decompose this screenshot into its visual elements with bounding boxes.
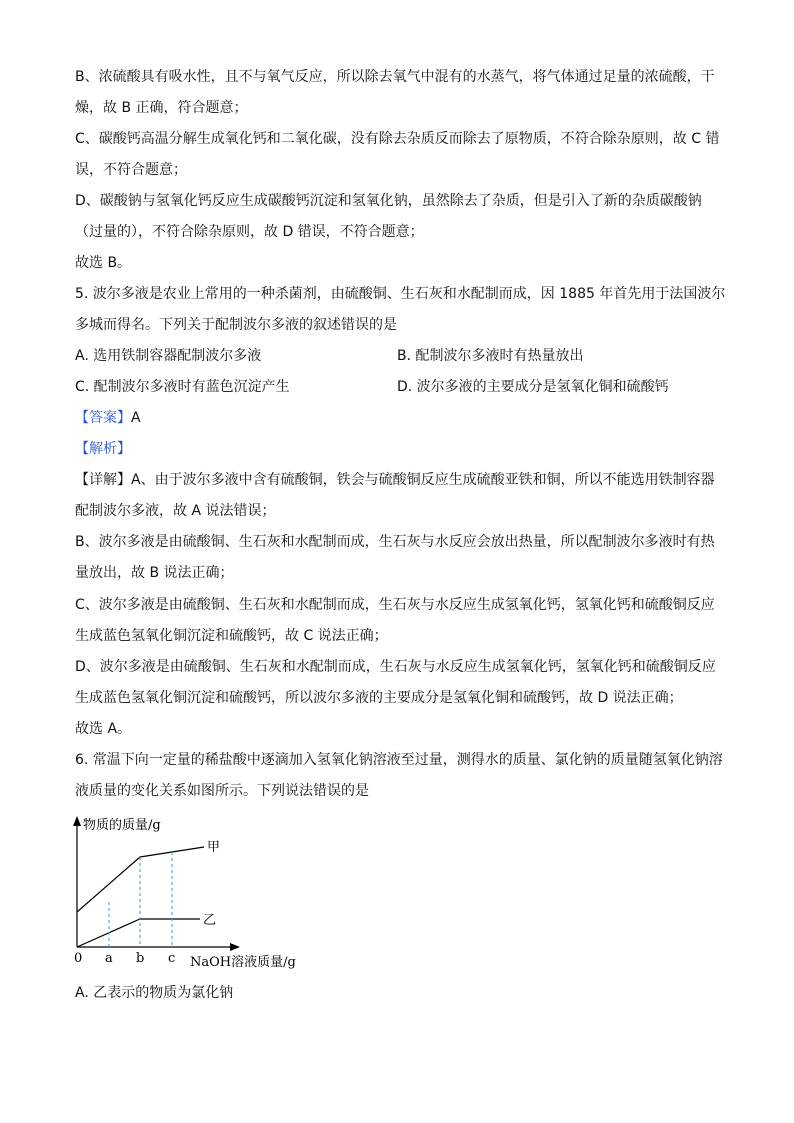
- q5-stem-line2: 多城而得名。下列关于配制波尔多液的叙述错误的是: [75, 317, 397, 333]
- answer-value: A: [131, 410, 141, 426]
- q5-detail-b-line2: 量放出，故 B 说法正确；: [75, 565, 234, 581]
- q5-detail-a-line1: [75, 471, 715, 489]
- detail-a-text: A、由于波尔多液中含有硫酸铜，铁会与硫酸铜反应生成硫酸亚铁和铜，所以不能选用铁制容器: [131, 472, 715, 488]
- q4-option-c-analysis-line1: C、碳酸钙高温分解生成氧化钙和二氧化碳，没有除去杂质反而除去了原物质，不符合除杂原则，故 C 错: [75, 131, 720, 147]
- q5-stem-line1: 5. 波尔多液是农业上常用的一种杀菌剂，由硫酸铜、生石灰和水配制而成，因 1885 年首先用于法国波尔: [75, 286, 726, 302]
- y-axis-arrow: [73, 816, 81, 826]
- curve-jia: [77, 847, 204, 912]
- analysis-tag: 【解析】: [75, 441, 131, 457]
- x-mark-b: b: [136, 951, 145, 966]
- detail-tag: 【详解】: [75, 472, 131, 488]
- curve-yi: [77, 919, 200, 947]
- curve-jia-label: 甲: [207, 840, 221, 855]
- x-axis-arrow: [230, 943, 240, 951]
- q6-stem-line1: 6. 常温下向一定量的稀盐酸中逐滴加入氢氧化钠溶液至过量，测得水的质量、氯化钠的质量随氢氧化钠溶: [75, 752, 723, 768]
- q4-option-c-analysis-line2: 误，不符合题意；: [75, 162, 187, 178]
- q5-detail-d-line1: D、波尔多液是由硫酸铜、生石灰和水配制而成，生石灰与水反应生成氢氧化钙，氢氧化钙和硫酸铜反应: [75, 659, 716, 675]
- q6-option-a: A. 乙表示的物质为氯化钠: [75, 985, 234, 1001]
- q5-answer-line: [75, 409, 141, 427]
- q4-option-b-analysis-line1: B、浓硫酸具有吸水性，且不与氧气反应，所以除去氧气中混有的水蒸气，将气体通过足量的浓硫酸，干: [75, 69, 715, 85]
- x-axis-label: NaOH溶液质量/g: [190, 955, 296, 970]
- q5-detail-b-line1: B、波尔多液是由硫酸铜、生石灰和水配制而成，生石灰与水反应会放出热量，所以配制波尔多液时有热: [75, 534, 715, 550]
- q4-option-d-analysis-line2: （过量的），不符合除杂原则，故 D 错误，不符合题意；: [75, 224, 424, 240]
- q4-option-b-analysis-line2: 燥，故 B 正确，符合题意；: [75, 100, 248, 116]
- origin-label: 0: [74, 951, 83, 966]
- y-axis-label: 物质的质量/g: [83, 818, 161, 833]
- answer-tag: 【答案】: [75, 410, 131, 426]
- q4-conclusion: 故选 B。: [75, 255, 132, 271]
- q6-stem-line2: 液质量的变化关系如图所示。下列说法错误的是: [75, 783, 369, 799]
- q5-option-a: A. 选用铁制容器配制波尔多液: [75, 348, 262, 364]
- q4-option-d-analysis-line1: D、碳酸钠与氢氧化钙反应生成碳酸钙沉淀和氢氧化钠，虽然除去了杂质，但是引入了新的杂质碳酸钠: [75, 193, 702, 209]
- q5-detail-c-line1: C、波尔多液是由硫酸铜、生石灰和水配制而成，生石灰与水反应生成氢氧化钙，氢氧化钙和硫酸铜反应: [75, 597, 715, 613]
- q5-option-b: B. 配制波尔多液时有热量放出: [397, 348, 584, 364]
- x-mark-a: a: [105, 951, 113, 966]
- curve-yi-label: 乙: [203, 913, 217, 928]
- q5-detail-c-line2: 生成蓝色氢氧化铜沉淀和硫酸钙，故 C 说法正确；: [75, 628, 388, 644]
- x-mark-c: c: [168, 951, 176, 966]
- q5-detail-d-line2: 生成蓝色氢氧化铜沉淀和硫酸钙，所以波尔多液的主要成分是氢氧化铜和硫酸钙，故 D 说法正确；: [75, 690, 683, 706]
- q5-detail-a-line2: 配制波尔多液，故 A 说法错误；: [75, 503, 276, 519]
- q5-option-d: D. 波尔多液的主要成分是氢氧化铜和硫酸钙: [397, 379, 669, 395]
- q5-conclusion: 故选 A。: [75, 721, 132, 737]
- q5-option-c: C. 配制波尔多液时有蓝色沉淀产生: [75, 379, 290, 395]
